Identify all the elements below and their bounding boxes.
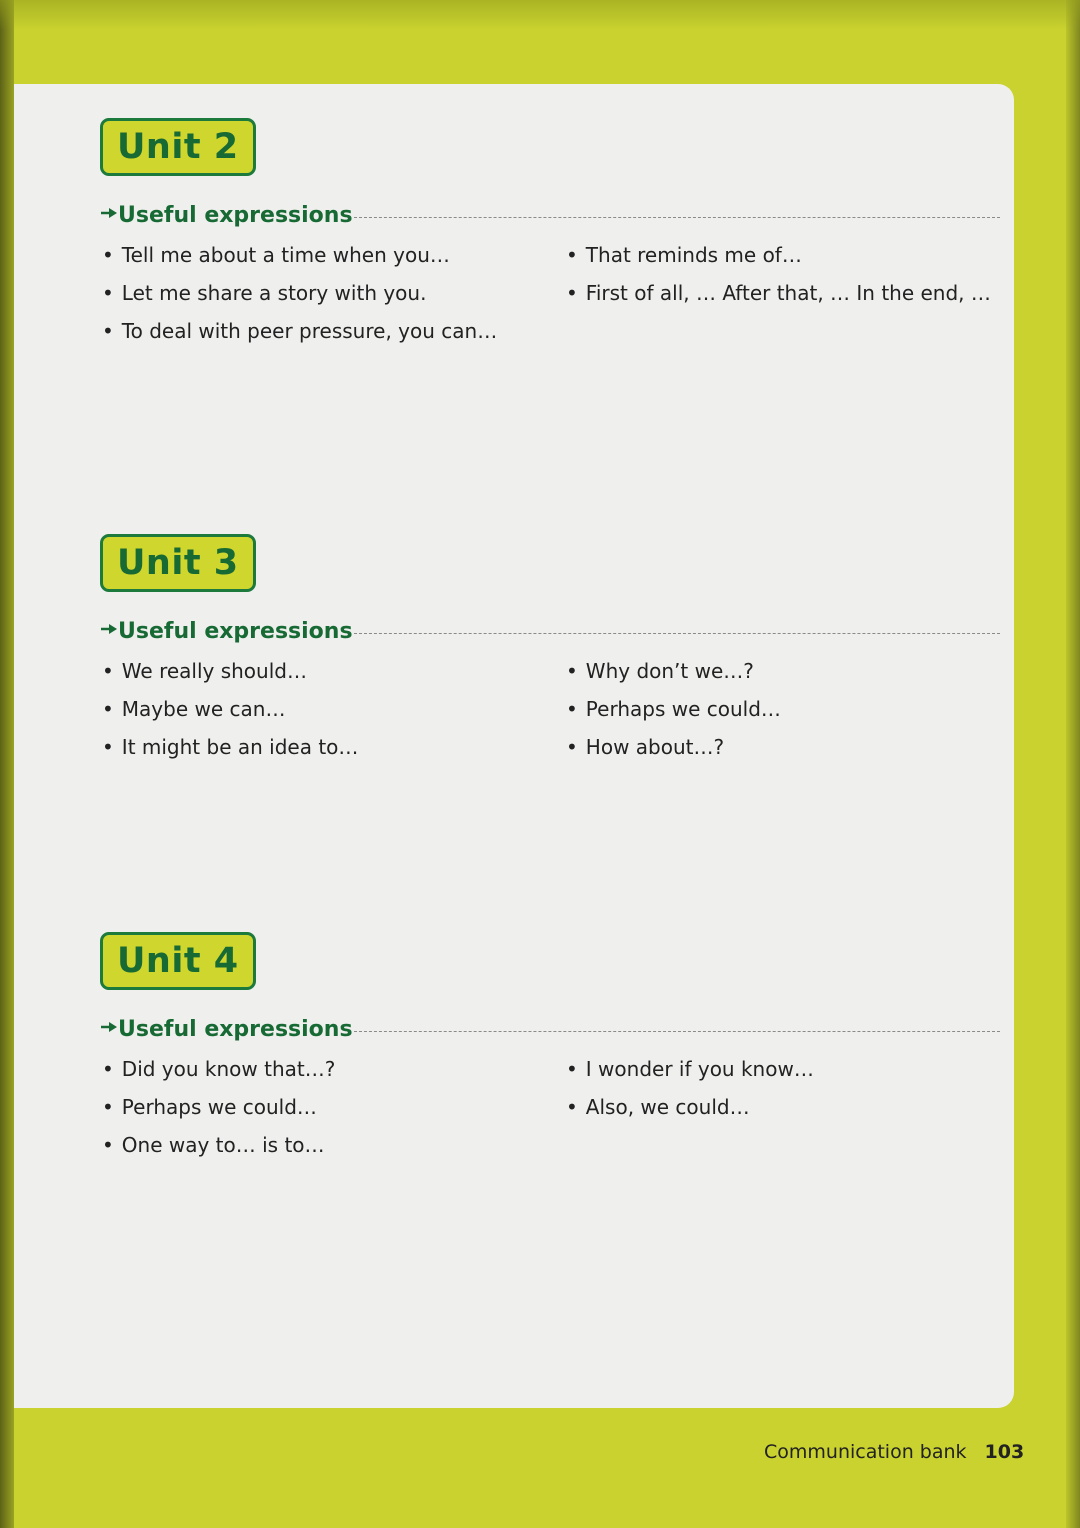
useful-expressions-heading <box>100 202 1000 232</box>
heading-label: Useful expressions <box>118 1017 353 1042</box>
list-item: • To deal with peer pressure, you can… <box>102 312 497 350</box>
arrow-icon <box>100 622 118 636</box>
unit-badge: Unit 2 <box>100 118 256 176</box>
heading-label: Useful expressions <box>118 203 353 228</box>
dashed-divider <box>354 633 1000 634</box>
list-item: • Maybe we can… <box>102 690 358 728</box>
expressions-left-column <box>102 236 497 350</box>
expressions-left-column <box>102 1050 335 1164</box>
page-number: 103 <box>984 1441 1025 1463</box>
page-footer <box>764 1441 1024 1463</box>
expressions-right-column <box>566 1050 814 1126</box>
top-shadow <box>0 0 1080 30</box>
unit-badge: Unit 4 <box>100 932 256 990</box>
list-item: • Perhaps we could… <box>566 690 781 728</box>
list-item: • One way to… is to… <box>102 1126 335 1164</box>
arrow-icon <box>100 1020 118 1034</box>
list-item: • How about…? <box>566 728 781 766</box>
unit-badge: Unit 3 <box>100 534 256 592</box>
content-panel <box>14 84 1014 1408</box>
page-edge-left <box>0 0 14 1528</box>
list-item: • Why don’t we…? <box>566 652 781 690</box>
list-item: • Also, we could… <box>566 1088 814 1126</box>
list-item: • That reminds me of… <box>566 236 991 274</box>
useful-expressions-heading <box>100 618 1000 648</box>
dashed-divider <box>354 1031 1000 1032</box>
list-item: • We really should… <box>102 652 358 690</box>
expressions-left-column <box>102 652 358 766</box>
list-item: • It might be an idea to… <box>102 728 358 766</box>
useful-expressions-heading <box>100 1016 1000 1046</box>
dashed-divider <box>354 217 1000 218</box>
list-item: • First of all, … After that, … In the end, … <box>566 274 991 312</box>
arrow-icon <box>100 206 118 220</box>
heading-label: Useful expressions <box>118 619 353 644</box>
list-item: • I wonder if you know… <box>566 1050 814 1088</box>
section-name: Communication bank <box>764 1441 967 1463</box>
expressions-right-column <box>566 236 991 312</box>
page-edge-right <box>1066 0 1080 1528</box>
list-item: • Tell me about a time when you… <box>102 236 497 274</box>
list-item: • Did you know that…? <box>102 1050 335 1088</box>
expressions-right-column <box>566 652 781 766</box>
list-item: • Let me share a story with you. <box>102 274 497 312</box>
list-item: • Perhaps we could… <box>102 1088 335 1126</box>
